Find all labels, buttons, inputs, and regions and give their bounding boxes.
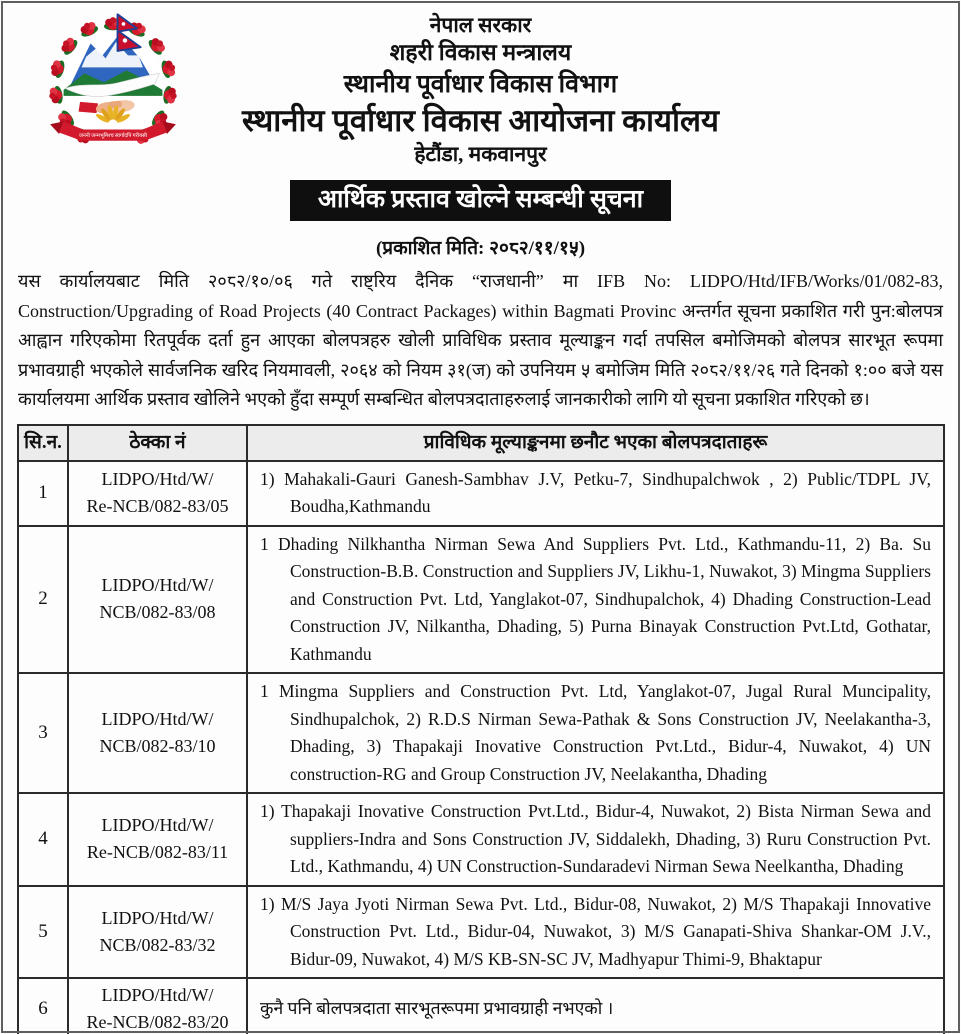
contract-no-line1: LIDPO/Htd/W/ [101,469,214,489]
nepal-government-emblem-icon [38,12,188,158]
sn-cell: 2 [18,526,68,674]
contract-no-line2: NCB/082-83/32 [99,934,216,955]
bidders-cell [247,673,944,793]
table-row [18,461,944,526]
contract-no-line2: NCB/082-83/08 [99,602,216,623]
ministry-name: शहरी विकास मन्त्रालय [389,40,572,65]
bidders-list: 1) Thapakaji Inovative Construction Pvt.Ltd., Bidur-4, Nuwakot, 2) Bista Nirman Sewa and suppliers-Indra and Sons Construction JV, Siddalekh, Dhading, 3) Ruru Construction Pvt. Ltd., Kathmandu, 4) UN Construction-Sundaradevi Nirman Sewa Neelkantha, Dhading [260,801,931,876]
bidders-cell [247,461,944,526]
table-row [18,793,944,886]
contract-no-cell [68,673,247,793]
header-sn: सि.न. [18,425,68,461]
tender-table [17,424,945,1034]
contract-no-line1: LIDPO/Htd/W/ [101,985,214,1005]
contract-no-cell [68,886,247,979]
notice-title-badge: आर्थिक प्रस्ताव खोल्ने सम्बन्धी सूचना [290,180,671,221]
contract-no-cell [68,978,247,1034]
table-row [18,673,944,793]
sn-cell: 1 [18,461,68,526]
government-name: नेपाल सरकार [429,13,532,37]
published-date: (प्रकाशित मिति: २०८२/११/१५) [375,238,586,259]
table-row [18,886,944,979]
sn-cell: 5 [18,886,68,979]
contract-no-line1: LIDPO/Htd/W/ [101,575,214,596]
bidders-cell [247,526,944,674]
contract-no-line1: LIDPO/Htd/W/ [101,907,214,928]
office-name: स्थानीय पूर्वाधार विकास आयोजना कार्यालय [242,103,719,138]
svg-text:जननी जन्मभूमिश्च स्वर्गादपि गर: जननी जन्मभूमिश्च स्वर्गादपि गरीयसी [78,133,148,140]
bidders-list: 1 Dhading Nilkhantha Nirman Sewa And Suppliers Pvt. Ltd., Kathmandu-11, 2) Ba. Su Construction-B.B. Construction and Suppliers JV, Likhu-1, Nuwakot, 3) Mingma Suppliers and Construction Pvt. Ltd, Yanglakot-07, Sindhupalchok, 4) Dhading Construction-Lead Construction JV, Nilkantha, Dhading, 5) Purna Binayak Construction Pvt.Ltd, Gothatar, Kathmandu [260,533,931,664]
table-header-row [18,425,944,461]
bidders-cell [247,978,944,1034]
contract-no-cell [68,461,247,526]
sn-cell: 4 [18,793,68,886]
header-contract-no: ठेक्का नं [68,425,247,461]
bidders-list: 1 Mingma Suppliers and Construction Pvt. Ltd, Yanglakot-07, Jugal Rural Muncipality, Sindhupalchok, 2) R.D.S Nirman Sewa-Pathak & Sons Construction JV, Neelakantha-3, Dhading, 3) Thapakaji Inovative Construction Pvt.Ltd., Bidur-4, Nuwakot, 4) UN construction-RG and Group Construction JV, Neelakantha, Dhading [260,681,931,784]
header-bidders: प्राविधिक मूल्याङ्कनमा छनौट भएका बोलपत्रदाताहरू [247,425,944,461]
sn-cell: 3 [18,673,68,793]
sn-cell: 6 [18,978,68,1034]
contract-no-line2: Re-NCB/082-83/20 [86,1012,229,1032]
bidders-cell [247,793,944,886]
table-row [18,978,944,1034]
contract-no-cell [68,793,247,886]
department-name: स्थानीय पूर्वाधार विकास विभाग [343,71,618,98]
contract-no-line1: LIDPO/Htd/W/ [101,709,214,729]
notice-body-paragraph: यस कार्यालयबाट मिति २०८२/१०/०६ गते राष्ट्रिय दैनिक “राजधानी” मा IFB No: LIDPO/Htd/IFB/Works/01/082-83, Construction/Upgrading of Road Projects (40 Contract Packages) within Bagmati Provinc अन्तर्गत सूचना प्रकाशित गरी पुन:बोलपत्र आह्वान गरिएकोमा रितपूर्वक दर्ता हुन आएका बोलपत्रहरु खोली प्राविधिक प्रस्ताव मूल्याङ्कन गर्दा तपसिल बमोजिमको बोलपत्र सारभूत रूपमा प्रभावग्राही भएकोले सार्वजनिक खरिद नियमावली, २०६४ को नियम ३१(ज) को उपनियम ५ बमोजिम मिति २०८२/११/२६ गते दिनको १:०० बजे यस कार्यालयमा आर्थिक प्रस्ताव खोलिने भएको हुँदा सम्पूर्ण सम्बन्धित बोलपत्रदाताहरुलाई जानकारीको लागि यो सूचना प्रकाशित गरिएको छ। [18,271,943,409]
bidders-list: कुनै पनि बोलपत्रदाता सारभूतरूपमा प्रभावग्राही नभएको । [260,998,614,1019]
contract-no-line1: LIDPO/Htd/W/ [101,815,214,836]
contract-no-cell [68,526,247,674]
bidders-cell [247,886,944,979]
office-location: हेटौंडा, मकवानपुर [414,142,547,166]
contract-no-line2: Re-NCB/082-83/05 [86,496,229,516]
contract-no-line2: NCB/082-83/10 [99,736,216,756]
bidders-list: 1) M/S Jaya Jyoti Nirman Sewa Pvt. Ltd., Bidur-08, Nuwakot, 2) M/S Thapakaji Innovative Construction Pvt. Ltd., Bidur-04, Nuwakot, 3) M/S Ganapati-Shiva Shankar-OM J.V., Bidur-09, Nuwakot, 4) M/S KB-SN-SC JV, Madhyapur Thimi-9, Bhaktapur [260,893,931,969]
bidders-list: 1) Mahakali-Gauri Ganesh-Sambhav J.V, Petku-7, Sindhupalchwok , 2) Public/TDPL JV, Boudha,Kathmandu [260,468,931,516]
table-row [18,526,944,674]
contract-no-line2: Re-NCB/082-83/11 [86,842,229,863]
